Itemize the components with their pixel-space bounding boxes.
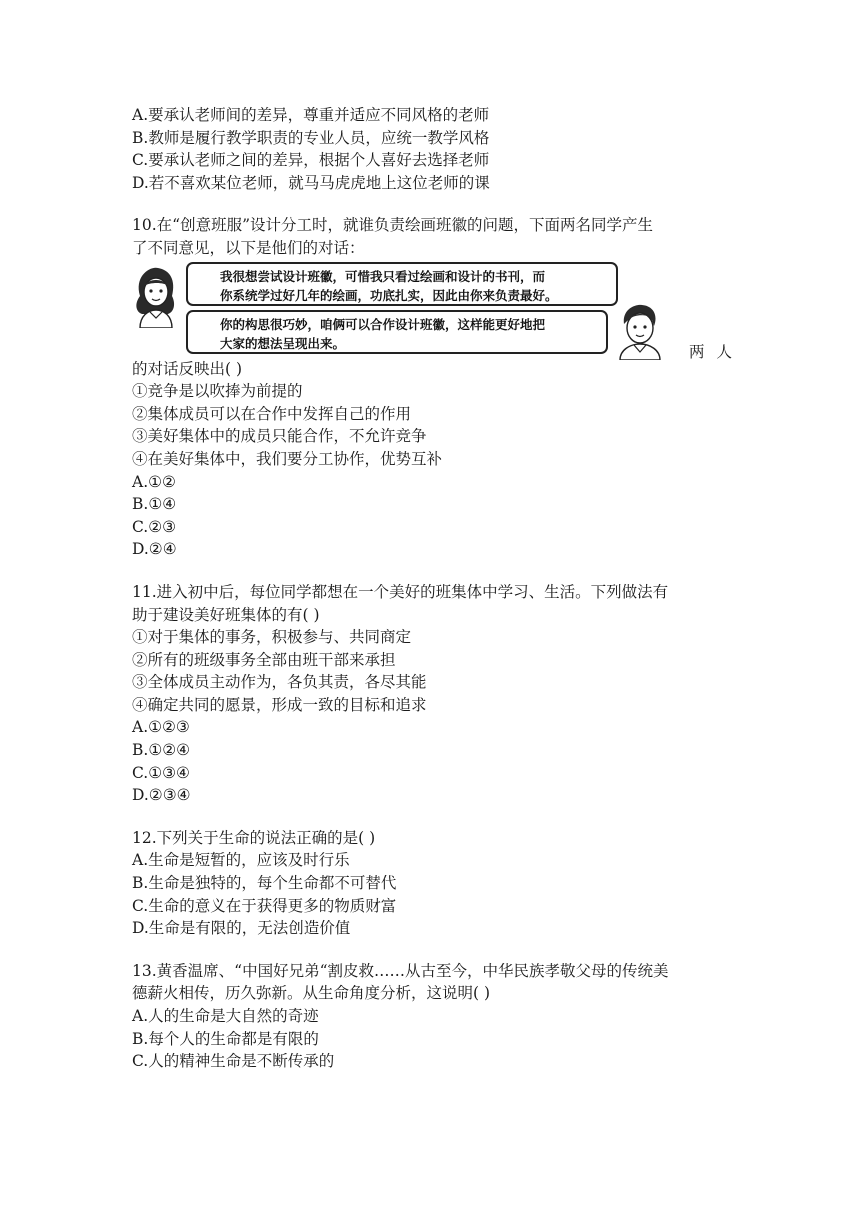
spacer xyxy=(132,807,738,827)
q11 xyxy=(132,581,738,807)
q10-statement-3: ③美好集体中的成员只能合作，不允许竞争 xyxy=(132,427,427,446)
q10-dialog-illustration xyxy=(132,262,744,361)
q13 xyxy=(132,960,738,1073)
q10-stem-line3: 的对话反映出( ) xyxy=(132,359,243,378)
q9-options xyxy=(132,104,738,194)
girl-speech-bubble xyxy=(186,262,618,306)
q12-option-c: C.生命的意义在于获得更多的物质财富 xyxy=(132,896,397,915)
q10-stem-line1: 10.在“创意班服”设计分工时，就谁负责绘画班徽的问题，下面两名同学产生 xyxy=(132,216,654,235)
q13-option-c: C.人的精神生命是不断传承的 xyxy=(132,1052,335,1071)
q12 xyxy=(132,827,738,940)
q10 xyxy=(132,214,744,561)
spacer xyxy=(132,940,738,960)
q11-stem-line2: 助于建设美好班集体的有( ) xyxy=(132,605,320,624)
q10-trailing-text: 两人 xyxy=(688,342,744,361)
q10-stem-line2: 了不同意见，以下是他们的对话： xyxy=(132,238,365,257)
q9-option-c: C.要承认老师之间的差异，根据个人喜好去选择老师 xyxy=(132,151,490,170)
q13-option-b: B.每个人的生命都是有限的 xyxy=(132,1029,319,1048)
q10-option-d: D.②④ xyxy=(132,540,177,559)
q12-option-a: A.生命是短暂的，应该及时行乐 xyxy=(132,851,350,870)
q10-statement-2: ②集体成员可以在合作中发挥自己的作用 xyxy=(132,404,412,423)
q12-option-d: D.生命是有限的，无法创造价值 xyxy=(132,919,351,938)
document-page xyxy=(132,104,744,1073)
q11-statement-1: ①对于集体的事务，积极参与、共同商定 xyxy=(132,628,412,647)
boy-speech-line2: 大家的想法呈现出来。 xyxy=(220,335,346,351)
q10-option-b: B.①④ xyxy=(132,495,177,514)
q11-stem-line1: 11.进入初中后，每位同学都想在一个美好的班集体中学习、生活。下列做法有 xyxy=(132,582,669,601)
q9-option-d: D.若不喜欢某位老师，就马马虎虎地上这位老师的课 xyxy=(132,173,490,192)
q11-option-b: B.①②④ xyxy=(132,741,191,760)
boy-speech-line1: 你的构思很巧妙，咱俩可以合作设计班徽，这样能更好地把 xyxy=(220,316,546,332)
q13-stem-line2: 德薪火相传，历久弥新。从生命角度分析，这说明( ) xyxy=(132,984,491,1003)
boy-illustration-icon xyxy=(612,302,664,360)
girl-speech-line1: 我很想尝试设计班徽，可惜我只看过绘画和设计的书刊，而 xyxy=(220,268,546,284)
q11-statement-2: ②所有的班级事务全部由班干部来承担 xyxy=(132,650,396,669)
girl-illustration-icon xyxy=(130,266,180,328)
q10-option-c: C.②③ xyxy=(132,517,177,536)
q11-statement-4: ④确定共同的愿景，形成一致的目标和追求 xyxy=(132,695,427,714)
q12-stem: 12.下列关于生命的说法正确的是( ) xyxy=(132,828,376,847)
q10-option-a: A.①② xyxy=(132,472,176,491)
q9-option-a: A.要承认老师间的差异，尊重并适应不同风格的老师 xyxy=(132,106,490,124)
q11-option-a: A.①②③ xyxy=(132,718,190,737)
q11-statement-3: ③全体成员主动作为，各负其责，各尽其能 xyxy=(132,673,427,692)
spacer xyxy=(132,194,738,214)
q9-option-b: B.教师是履行教学职责的专业人员，应统一教学风格 xyxy=(132,128,490,147)
boy-speech-bubble xyxy=(186,310,608,354)
q13-option-a: A.人的生命是大自然的奇迹 xyxy=(132,1007,319,1025)
q10-statement-1: ①竞争是以吹捧为前提的 xyxy=(132,382,303,401)
q11-option-d: D.②③④ xyxy=(132,786,191,805)
q11-option-c: C.①③④ xyxy=(132,763,190,782)
girl-speech-line2: 你系统学过好几年的绘画，功底扎实，因此由你来负责最好。 xyxy=(220,287,558,303)
q13-stem-line1: 13.黄香温席、“中国好兄弟“割皮救……从古至今，中华民族孝敬父母的传统美 xyxy=(132,961,669,980)
spacer xyxy=(132,561,738,581)
q12-option-b: B.生命是独特的，每个生命都不可替代 xyxy=(132,874,397,893)
q10-statement-4: ④在美好集体中，我们要分工协作，优势互补 xyxy=(132,449,443,468)
